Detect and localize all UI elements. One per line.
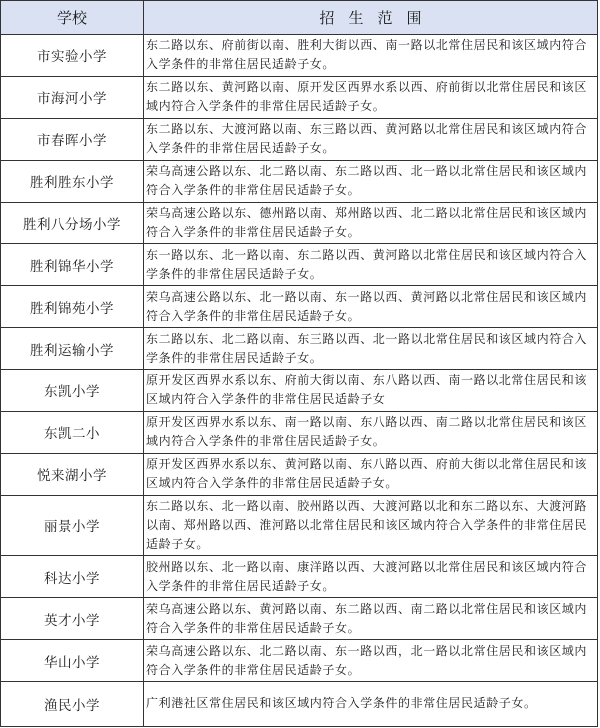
enrollment-range: 荣乌高速公路以东、黄河路以南、东二路以西、南二路以北常住居民和该区域内符合入学条件的非常住居民适龄子女。 [144, 598, 598, 640]
enrollment-range: 东二路以东、黄河路以南、原开发区西界水系以西、府前街以北常住居民和该区域内符合入学条件的非常住居民适龄子女。 [144, 76, 598, 118]
school-name: 胜利锦苑小学 [1, 286, 144, 328]
school-name: 东凯小学 [1, 370, 144, 412]
enrollment-range: 荣乌高速公路以东、北二路以南、东二路以西、北一路以北常住居民和该区域内符合入学条件的非常住居民适龄子女。 [144, 160, 598, 202]
table-row [1, 202, 598, 244]
table-row [1, 35, 598, 77]
school-name: 渔民小学 [1, 681, 144, 726]
school-name: 科达小学 [1, 556, 144, 598]
table-row [1, 495, 598, 556]
school-name: 悦来湖小学 [1, 453, 144, 495]
school-name: 市实验小学 [1, 35, 144, 77]
school-name: 胜利胜东小学 [1, 160, 144, 202]
school-name: 英才小学 [1, 598, 144, 640]
enrollment-range: 荣乌高速公路以东、德州路以南、郑州路以西、北二路以北常住居民和该区域内符合入学条件的非常住居民适龄子女。 [144, 202, 598, 244]
school-name: 丽景小学 [1, 495, 144, 556]
enrollment-range: 东一路以东、北一路以南、东二路以西、黄河路以北常住居民和该区域内符合入学条件的非常住居民适龄子女。 [144, 244, 598, 286]
school-name: 东凯二小 [1, 411, 144, 453]
enrollment-range: 原开发区西界水系以东、南一路以南、东八路以西、南二路以北常住居民和该区域内符合入学条件的非常住居民适龄子女。 [144, 411, 598, 453]
table-row [1, 640, 598, 682]
table-row [1, 681, 598, 726]
school-name: 胜利八分场小学 [1, 202, 144, 244]
enrollment-range: 东二路以东、府前街以南、胜利大街以西、南一路以北常住居民和该区域内符合入学条件的非常住居民适龄子女。 [144, 35, 598, 77]
enrollment-range: 胶州路以东、北一路以南、康洋路以西、大渡河路以北常住居民和该区域内符合入学条件的非常住居民适龄子女。 [144, 556, 598, 598]
table-row [1, 556, 598, 598]
enrollment-range: 广利港社区常住居民和该区域内符合入学条件的非常住居民适龄子女。 [144, 681, 598, 726]
table-row [1, 453, 598, 495]
enrollment-range: 荣乌高速公路以东、北一路以南、东一路以西、黄河路以北常住居民和该区域内符合入学条件的非常住居民适龄子女。 [144, 286, 598, 328]
enrollment-range: 东二路以东、北二路以南、东三路以西、北一路以北常住居民和该区域内符合入学条件的非常住居民适龄子女。 [144, 328, 598, 370]
school-name: 市春晖小学 [1, 118, 144, 160]
table-row [1, 598, 598, 640]
table-row [1, 286, 598, 328]
school-name: 胜利运输小学 [1, 328, 144, 370]
table-header-row [1, 1, 598, 35]
table-row [1, 411, 598, 453]
enrollment-range: 原开发区西界水系以东、黄河路以南、东八路以西、府前大街以北常住居民和该区域内符合入学条件的非常住居民适龄子女。 [144, 453, 598, 495]
table-row [1, 160, 598, 202]
header-enrollment-range: 招生范围 [144, 1, 598, 35]
school-name: 华山小学 [1, 640, 144, 682]
school-name: 胜利锦华小学 [1, 244, 144, 286]
table-row [1, 76, 598, 118]
table-row [1, 118, 598, 160]
enrollment-range: 东二路以东、北一路以南、胶州路以西、大渡河路以北和东二路以东、大渡河路以南、郑州路以西、淮河路以北常住居民和该区域内符合入学条件的非常住居民适龄子女。 [144, 495, 598, 556]
table-row [1, 370, 598, 412]
header-school: 学校 [1, 1, 144, 35]
school-name: 市海河小学 [1, 76, 144, 118]
enrollment-range: 原开发区西界水系以东、府前大街以南、东八路以西、南一路以北常住居民和该区域内符合入学条件的非常住居民适龄子女 [144, 370, 598, 412]
table-row [1, 244, 598, 286]
enrollment-range: 东二路以东、大渡河路以南、东三路以西、黄河路以北常住居民和该区域内符合入学条件的非常住居民适龄子女。 [144, 118, 598, 160]
table-row [1, 328, 598, 370]
enrollment-range: 荣乌高速公路以东、北二路以南、东一路以西，北一路以北常住居民和该区域内符合入学条件的非常住居民适龄子女。 [144, 640, 598, 682]
